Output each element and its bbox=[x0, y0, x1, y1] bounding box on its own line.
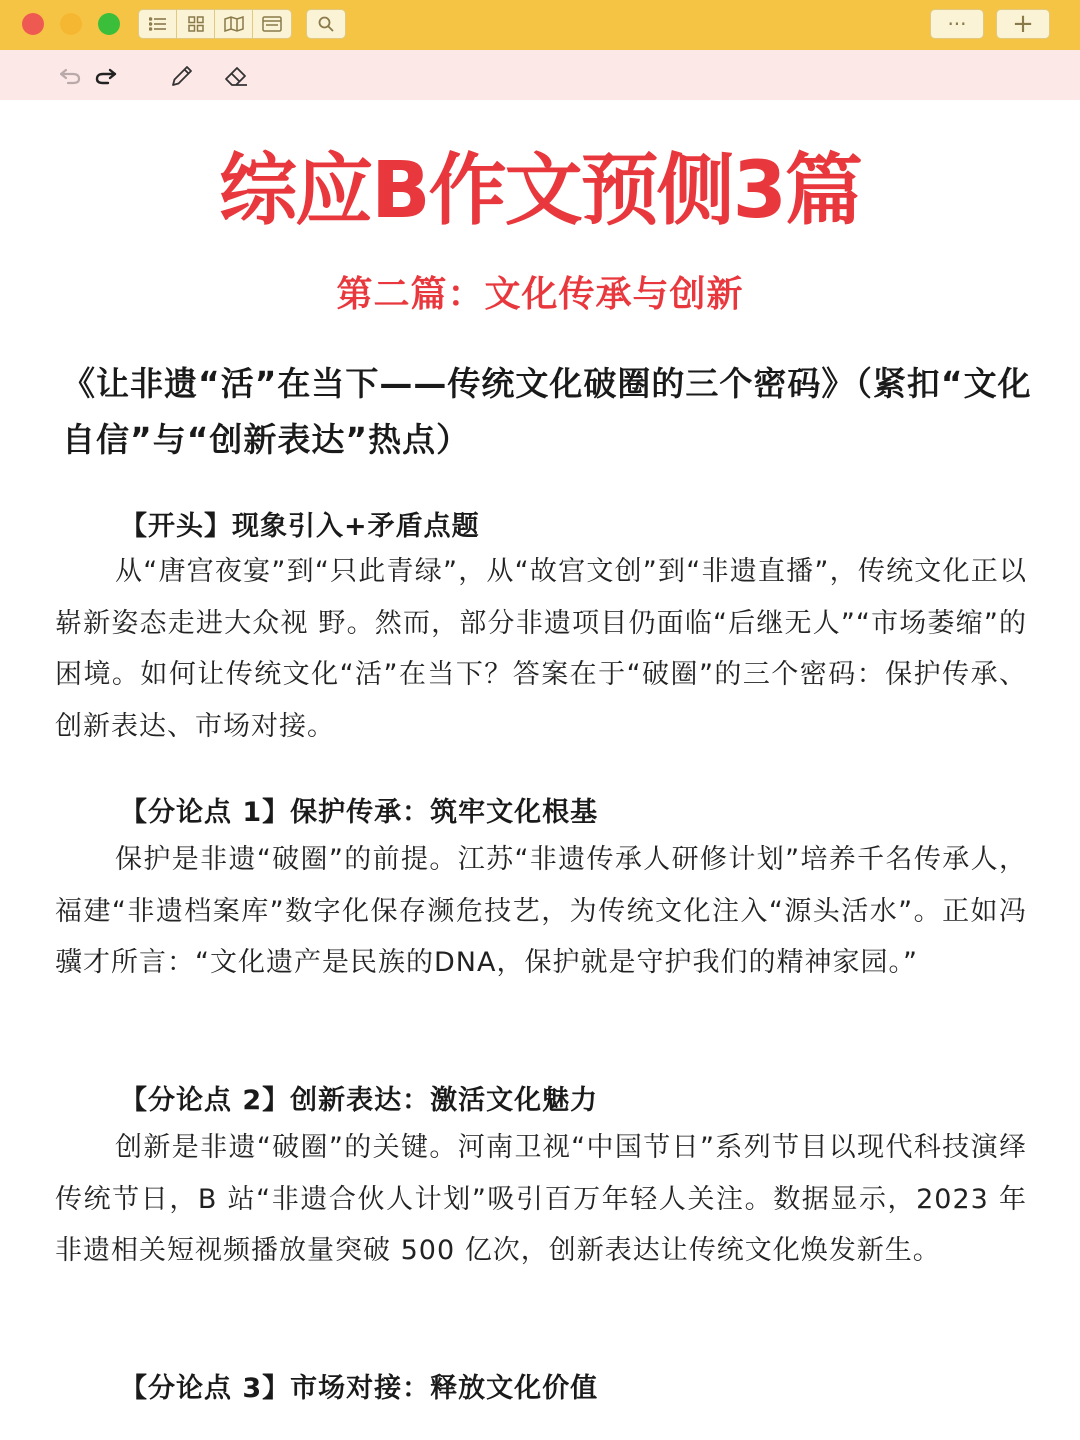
grid-view-button[interactable] bbox=[177, 10, 215, 38]
window-titlebar bbox=[0, 0, 1080, 50]
pencil-icon bbox=[170, 64, 194, 88]
section-heading-point-3: 【分论点 3】市场对接：释放文化价值 bbox=[120, 1373, 599, 1404]
eraser-tool-button[interactable] bbox=[222, 62, 250, 90]
section-heading-point-1: 【分论点 1】保护传承：筑牢文化根基 bbox=[120, 797, 599, 828]
zoom-window-button[interactable] bbox=[98, 13, 120, 35]
subtitle-row bbox=[0, 266, 1080, 317]
document-title: 综应B作文预侧3篇 bbox=[219, 146, 861, 236]
redo-button[interactable] bbox=[92, 62, 120, 90]
section-heading-point-2: 【分论点 2】创新表达：激活文化魅力 bbox=[120, 1085, 599, 1116]
grid-icon bbox=[188, 16, 204, 32]
section-paragraph-point-2: 创新是非遗“破圈”的关键。河南卫视“中国节日”系列节目以现代科技演绎传统节日，B 站“非遗合伙人计划”吸引百万年轻人关注。数据显示，2023 年非遗相关短视频播放量突破 500 亿次，创新表达让传统文化焕发新生。 bbox=[55, 1132, 1027, 1266]
more-button[interactable]: ··· bbox=[930, 9, 984, 39]
section-paragraph-point-1: 保护是非遗“破圈”的前提。江苏“非遗传承人研修计划”培养千名传承人，福建“非遗档案库”数字化保存濒危技艺，为传统文化注入“源头活水”。正如冯骥才所言：“文化遗产是民族的DNA，保护就是守护我们的精神家园。” bbox=[55, 844, 1027, 978]
sidebar-view-button[interactable] bbox=[253, 10, 291, 38]
pencil-tool-button[interactable] bbox=[168, 62, 196, 90]
map-view-button[interactable] bbox=[215, 10, 253, 38]
list-icon bbox=[149, 17, 167, 31]
map-icon bbox=[224, 16, 244, 32]
search-icon bbox=[318, 16, 334, 32]
undo-icon bbox=[59, 67, 81, 85]
view-switcher bbox=[138, 9, 292, 39]
undo-button[interactable] bbox=[56, 62, 84, 90]
section-paragraph-opening: 从“唐宫夜宴”到“只此青绿”，从“故宫文创”到“非遗直播”，传统文化正以崭新姿态走进大众视 野。然而，部分非遗项目仍面临“后继无人”“市场萎缩”的困境。如何让传统文化“活”在当下？答案在于“破圈”的三个密码：保护传承、创新表达、市场对接。 bbox=[55, 556, 1027, 742]
list-view-button[interactable] bbox=[139, 10, 177, 38]
section-heading-opening: 【开头】现象引入+矛盾点题 bbox=[120, 511, 480, 542]
close-window-button[interactable] bbox=[22, 13, 44, 35]
chapter-subtitle bbox=[320, 266, 759, 317]
drawing-toolbar bbox=[0, 50, 1080, 100]
chapter-subtitle-text: 第二篇：文化传承与创新 bbox=[336, 274, 744, 315]
add-button[interactable]: + bbox=[996, 9, 1050, 39]
sidebar-icon bbox=[262, 16, 282, 32]
redo-icon bbox=[95, 67, 117, 85]
eraser-icon bbox=[223, 64, 249, 88]
essay-title: 《让非遗“活”在当下——传统文化破圈的三个密码》（紧扣“文化自信”与“创新表达”热点） bbox=[62, 364, 1032, 459]
search-button[interactable] bbox=[306, 9, 346, 39]
minimize-window-button[interactable] bbox=[60, 13, 82, 35]
